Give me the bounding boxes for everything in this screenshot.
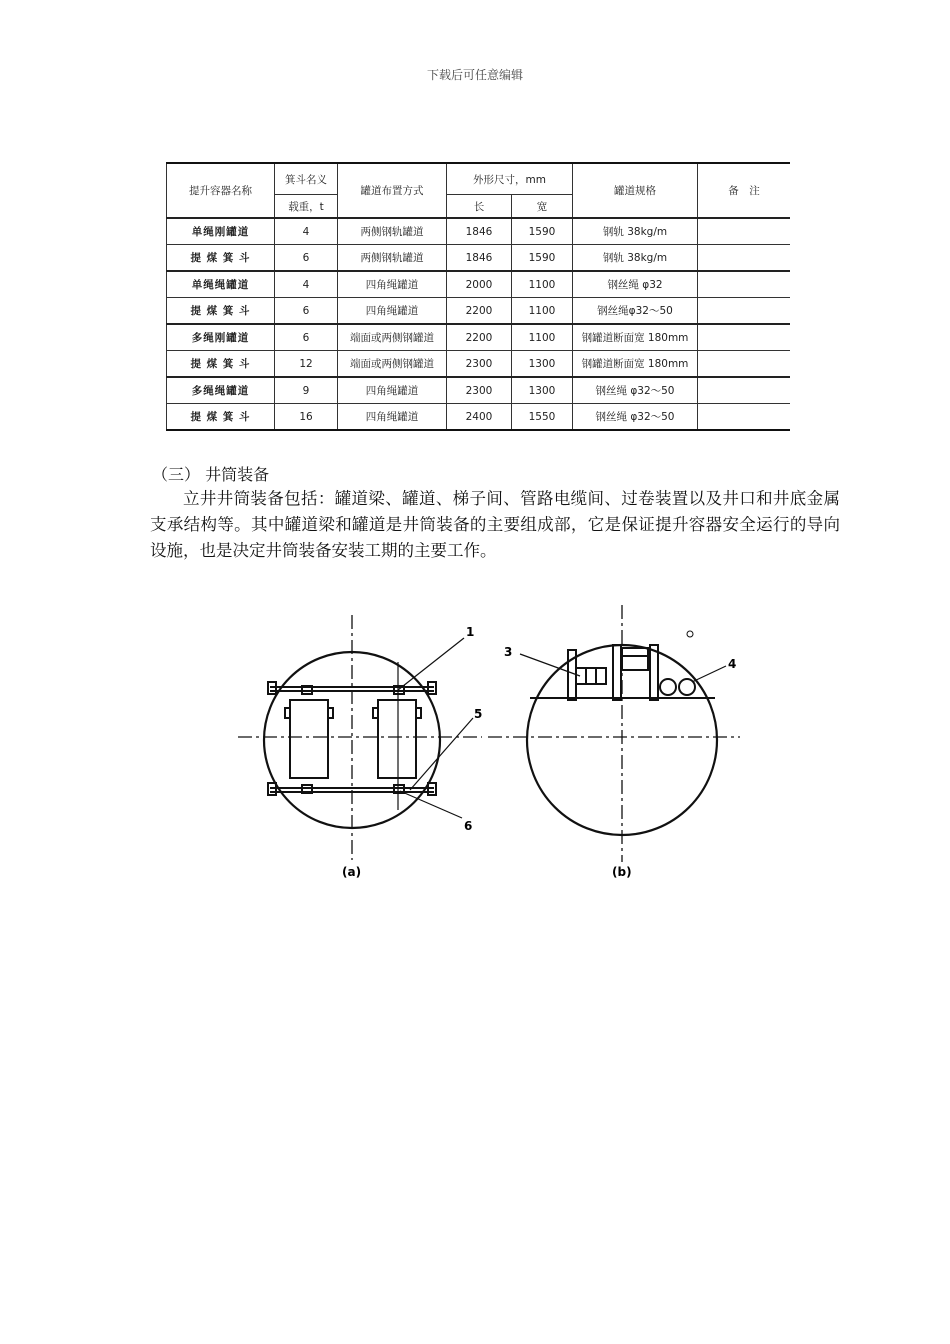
cell-name: 单绳绳罐道 [167, 271, 275, 298]
cell-name: 提 煤 箕 斗 [167, 245, 275, 272]
header-load-bottom: 载重，t [275, 195, 338, 219]
cell-spec: 钢丝绳 φ32～50 [573, 377, 698, 404]
header-container-name: 提升容器名称 [167, 163, 275, 218]
cell-note [698, 324, 791, 351]
ladder-post-3 [650, 645, 658, 700]
caption-b: (b) [612, 865, 632, 879]
ladder-post-2 [613, 645, 621, 700]
cell-load: 9 [275, 377, 338, 404]
skip-left [290, 700, 328, 778]
label-6: 6 [464, 819, 473, 833]
table-row [167, 351, 791, 378]
label-5: 5 [474, 707, 483, 721]
cell-length: 2400 [447, 404, 512, 431]
cell-note [698, 351, 791, 378]
ladder-compartment [622, 648, 648, 670]
section-title: （三） 井筒装备 [152, 465, 270, 484]
cell-spec: 钢丝绳 φ32 [573, 271, 698, 298]
table-row [167, 218, 791, 245]
table-row [167, 298, 791, 325]
cell-name: 多绳绳罐道 [167, 377, 275, 404]
cell-load: 4 [275, 271, 338, 298]
cell-length: 2200 [447, 324, 512, 351]
page-header-note: 下载后可任意编辑 [426, 68, 523, 82]
body-paragraph: 立井井筒装备包括：罐道梁、罐道、梯子间、管路电缆间、过卷装置以及井口和井底金属支承结构等。其中罐道梁和罐道是井筒装备的主要组成部，它是保证提升容器安全运行的导向设施，也是决定井筒装备安装工期的主要工作。 [150, 489, 840, 560]
cell-spec: 钢罐道断面宽 180mm [573, 324, 698, 351]
cell-spec: 钢丝绳 φ32～50 [573, 404, 698, 431]
skip-left-ear [285, 708, 290, 718]
cell-load: 6 [275, 298, 338, 325]
cell-load: 6 [275, 324, 338, 351]
cell-name: 提 煤 箕 斗 [167, 298, 275, 325]
header-dimensions: 外形尺寸，mm [447, 163, 573, 195]
cell-note [698, 298, 791, 325]
table-row [167, 377, 791, 404]
cell-layout: 四角绳罐道 [338, 298, 447, 325]
cell-width: 1590 [512, 245, 573, 272]
cell-width: 1550 [512, 404, 573, 431]
leader-3 [520, 654, 580, 676]
cell-note [698, 218, 791, 245]
cell-spec: 钢轨 38kg/m [573, 245, 698, 272]
cell-name: 提 煤 箕 斗 [167, 404, 275, 431]
cell-length: 2200 [447, 298, 512, 325]
cell-note [698, 377, 791, 404]
cell-width: 1100 [512, 298, 573, 325]
leader-5 [410, 718, 473, 790]
cell-length: 1846 [447, 218, 512, 245]
cell-note [698, 271, 791, 298]
cell-length: 2000 [447, 271, 512, 298]
table-row [167, 271, 791, 298]
skip-left-ear-right [328, 708, 333, 718]
cell-load: 12 [275, 351, 338, 378]
header-remarks: 备 注 [698, 163, 791, 218]
cell-width: 1590 [512, 218, 573, 245]
cell-layout: 端面或两侧钢罐道 [338, 351, 447, 378]
cell-layout: 四角绳罐道 [338, 377, 447, 404]
cell-width: 1300 [512, 377, 573, 404]
cell-layout: 两侧钢轨罐道 [338, 245, 447, 272]
cell-name: 单绳刚罐道 [167, 218, 275, 245]
label-1: 1 [466, 625, 475, 639]
cell-load: 4 [275, 218, 338, 245]
cell-layout: 两侧钢轨罐道 [338, 218, 447, 245]
skip-right-ear [373, 708, 378, 718]
cell-name: 提 煤 箕 斗 [167, 351, 275, 378]
cell-width: 1100 [512, 271, 573, 298]
table-row [167, 404, 791, 431]
header-guide-spec: 罐道规格 [573, 163, 698, 218]
cell-length: 2300 [447, 377, 512, 404]
cell-load: 16 [275, 404, 338, 431]
cell-width: 1100 [512, 324, 573, 351]
cell-length: 1846 [447, 245, 512, 272]
cell-spec: 钢丝绳φ32～50 [573, 298, 698, 325]
small-circle [687, 631, 693, 637]
header-load-top: 箕斗名义 [275, 163, 338, 195]
header-length: 长 [447, 195, 512, 219]
header-width: 宽 [512, 195, 573, 219]
shaft-equipment-figure [230, 590, 750, 890]
cell-spec: 钢罐道断面宽 180mm [573, 351, 698, 378]
cell-name: 多绳刚罐道 [167, 324, 275, 351]
cell-width: 1300 [512, 351, 573, 378]
cell-note [698, 404, 791, 431]
cell-spec: 钢轨 38kg/m [573, 218, 698, 245]
cell-note [698, 245, 791, 272]
cell-layout: 端面或两侧钢罐道 [338, 324, 447, 351]
pipe-1 [660, 679, 676, 695]
skip-right-ear-right [416, 708, 421, 718]
hoist-container-table [166, 162, 790, 431]
table-row [167, 245, 791, 272]
table-row [167, 324, 791, 351]
cell-layout: 四角绳罐道 [338, 271, 447, 298]
caption-a: (a) [342, 865, 362, 879]
leader-4 [692, 666, 726, 682]
cell-load: 6 [275, 245, 338, 272]
label-3: 3 [504, 645, 513, 659]
skip-right [378, 700, 416, 778]
ladder-steps [576, 668, 606, 684]
header-guide-layout: 罐道布置方式 [338, 163, 447, 218]
label-4: 4 [728, 657, 737, 671]
cell-layout: 四角绳罐道 [338, 404, 447, 431]
cell-length: 2300 [447, 351, 512, 378]
